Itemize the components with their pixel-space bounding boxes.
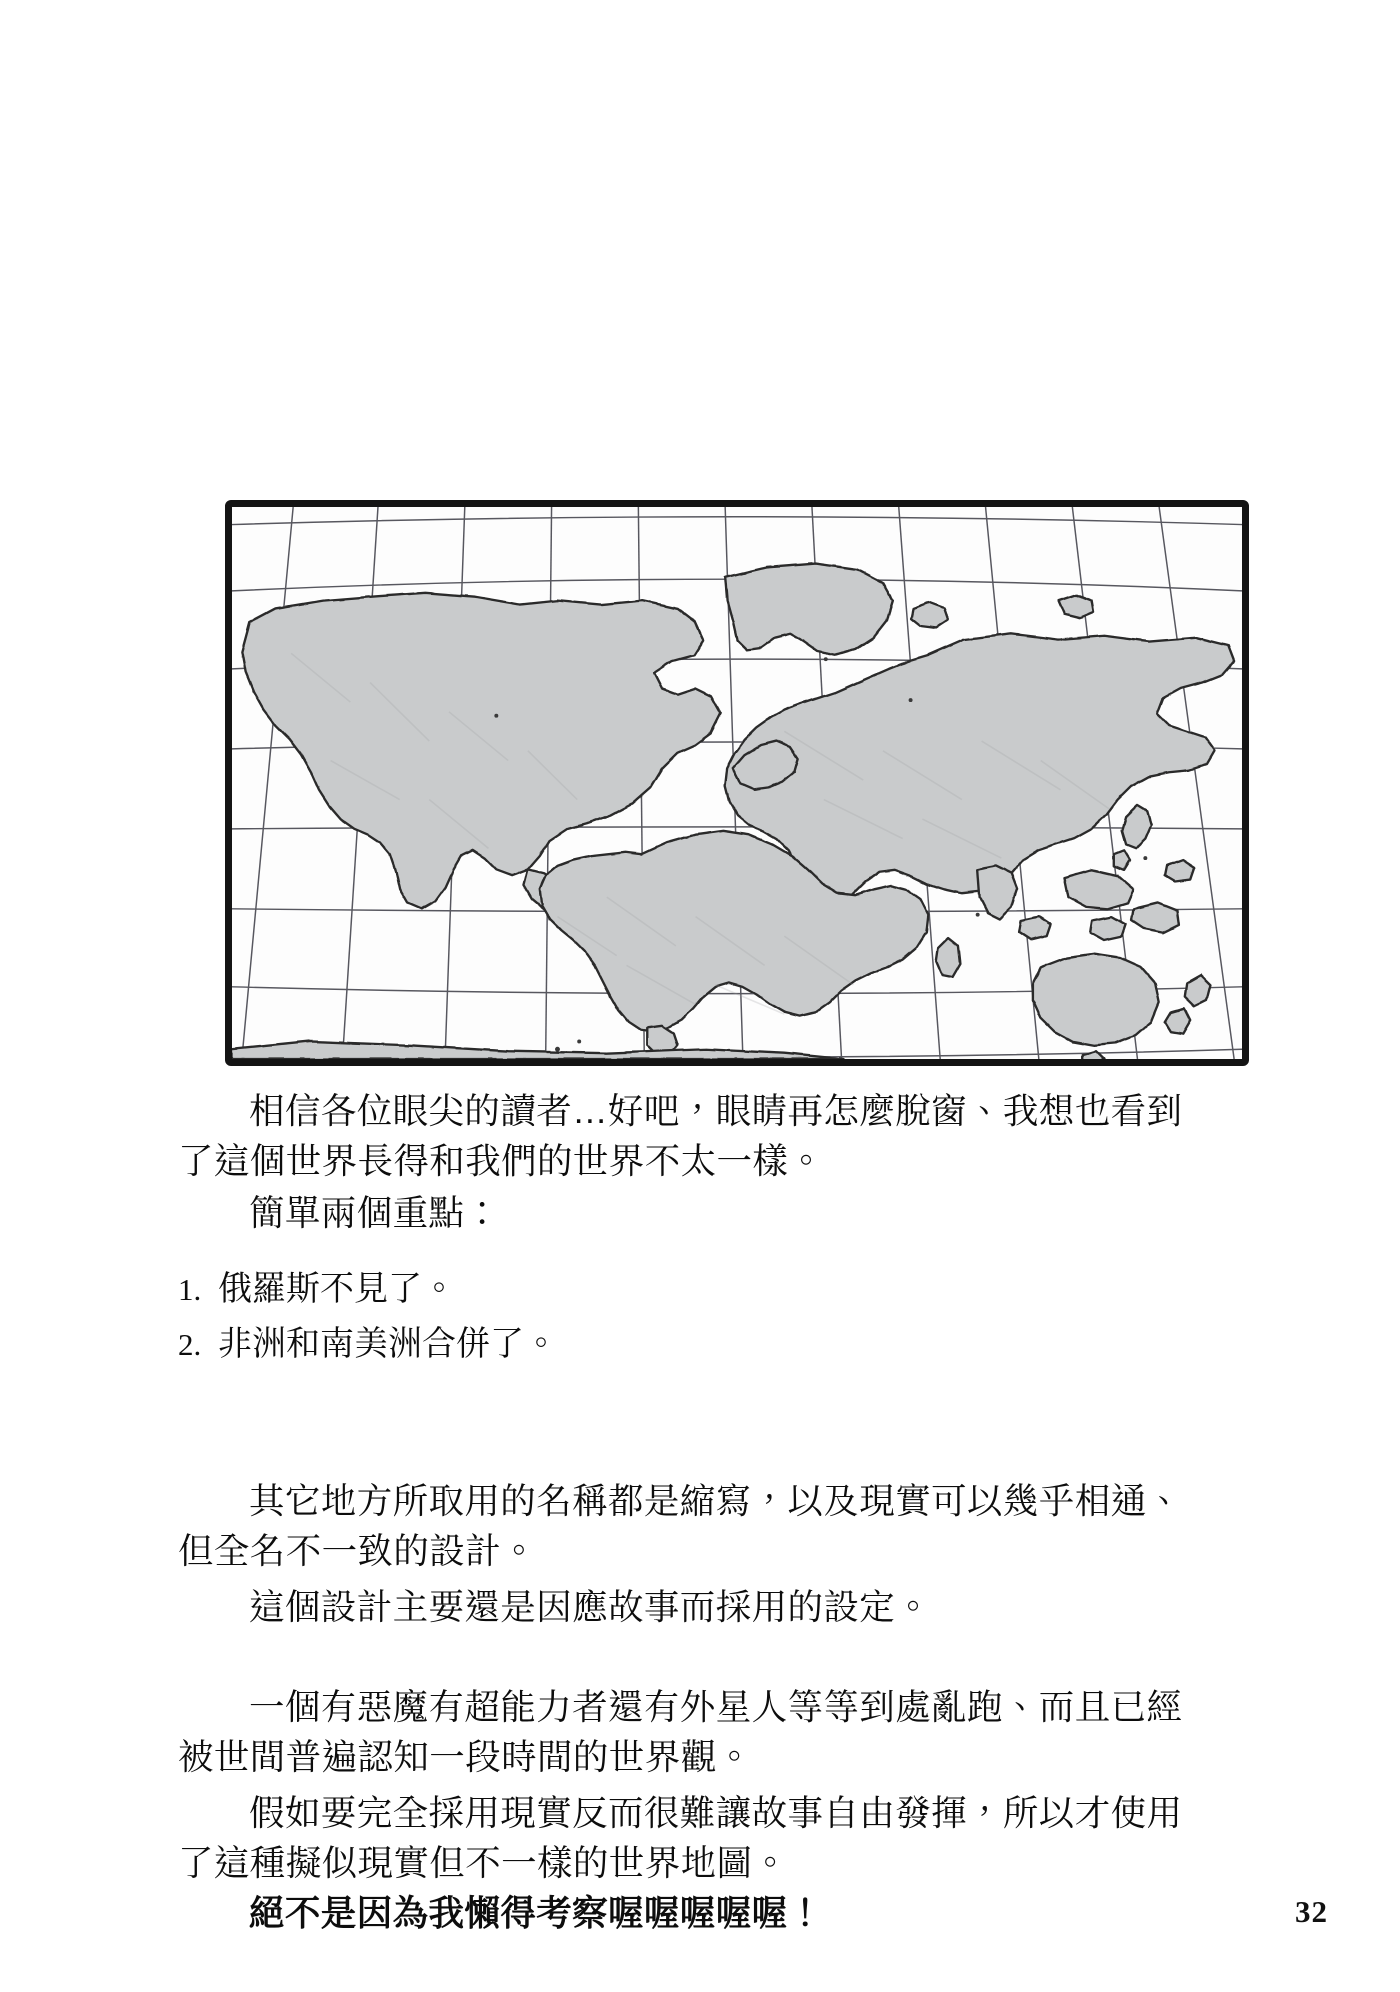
paragraph-joke-bold: 絕不是因為我懶得考察喔喔喔喔喔！ [249,1892,824,1933]
list-item [178,1262,1206,1317]
world-map-svg [232,507,1242,1059]
numbered-list [178,1262,1206,1372]
paragraph-worldview: 一個有惡魔有超能力者還有外星人等等到處亂跑、而且已經被世間普遍認知一段時間的世界觀。 [178,1686,1183,1777]
landmass-archipelago-4 [1019,917,1051,940]
landmass-archipelago-3 [1090,917,1126,940]
list-item-label: 非洲和南美洲合併了。 [218,1325,558,1363]
list-item [178,1317,1206,1372]
landmass-arctic-islands-2 [1059,595,1095,618]
world-map-figure [225,500,1249,1066]
paragraph-design: 這個設計主要還是因應故事而採用的設定。 [249,1586,932,1627]
list-item-number: 2. [178,1327,202,1362]
list-item-number: 1. [178,1272,202,1307]
map-frame-border [225,500,1249,1066]
paragraph-intro: 相信各位眼尖的讀者…好吧，眼睛再怎麼脫窗、我想也看到了這個世界長得和我們的世界不太一樣。 [178,1090,1183,1181]
paragraph-names: 其它地方所取用的名稱都是縮寫，以及現實可以幾乎相通、但全名不一致的設計。 [178,1480,1183,1571]
landmass-greenland [725,564,893,656]
paragraph-points-header: 簡單兩個重點： [249,1192,501,1233]
list-item-label: 俄羅斯不見了。 [218,1270,456,1308]
paragraph-reason: 假如要完全採用現實反而很難讓故事自由發揮，所以才使用了這種擬似現實但不一樣的世界地圖。 [178,1792,1183,1883]
page-number: 32 [1295,1894,1328,1929]
